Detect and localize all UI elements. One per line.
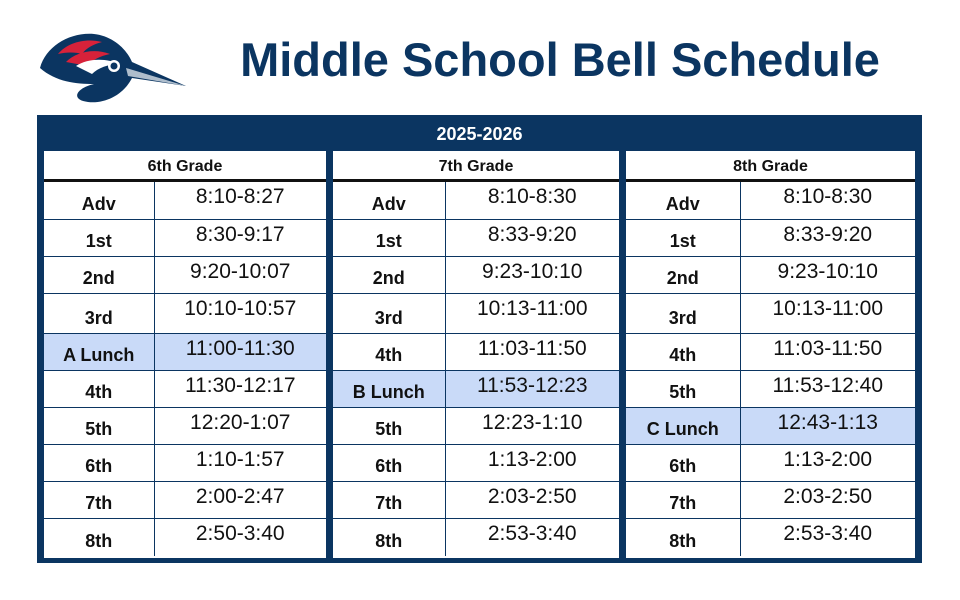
period-time: 12:20-1:07 xyxy=(154,407,326,444)
period-time: 11:00-11:30 xyxy=(154,333,326,370)
period-label: 1st xyxy=(333,219,445,256)
period-label: Adv xyxy=(626,182,740,219)
grade-6-schedule xyxy=(44,151,326,558)
period-label: A Lunch xyxy=(44,333,154,370)
table-row xyxy=(626,370,915,407)
period-time: 9:23-10:10 xyxy=(445,256,619,293)
table-row xyxy=(626,293,915,333)
table-row xyxy=(44,518,326,556)
period-label: 7th xyxy=(333,481,445,518)
lunch-row xyxy=(626,407,915,444)
period-time: 8:33-9:20 xyxy=(740,219,915,256)
table-row xyxy=(626,518,915,556)
period-time: 11:53-12:40 xyxy=(740,370,915,407)
grade-header: 8th Grade xyxy=(626,151,915,182)
period-time: 8:10-8:27 xyxy=(154,182,326,219)
period-label: 5th xyxy=(333,407,445,444)
period-time: 11:30-12:17 xyxy=(154,370,326,407)
table-row xyxy=(44,219,326,256)
period-label: 8th xyxy=(626,518,740,556)
period-time: 8:30-9:17 xyxy=(154,219,326,256)
period-label: 1st xyxy=(626,219,740,256)
grade-table xyxy=(333,182,619,556)
period-time: 2:50-3:40 xyxy=(195,521,285,545)
period-time: 2:03-2:50 xyxy=(740,481,915,518)
period-label: 7th xyxy=(626,481,740,518)
period-time: 11:03-11:50 xyxy=(445,333,619,370)
table-row xyxy=(333,182,619,219)
period-time: 9:23-10:10 xyxy=(740,256,915,293)
table-row xyxy=(626,256,915,293)
period-label: 6th xyxy=(333,444,445,481)
table-row xyxy=(44,370,326,407)
period-label: 4th xyxy=(626,333,740,370)
table-row xyxy=(333,444,619,481)
table-row xyxy=(44,256,326,293)
table-row xyxy=(44,407,326,444)
period-label: B Lunch xyxy=(333,370,445,407)
period-time: 12:43-1:13 xyxy=(740,407,915,444)
table-row xyxy=(626,182,915,219)
table-row xyxy=(333,518,619,556)
period-time: 8:10-8:30 xyxy=(740,182,915,219)
period-label: Adv xyxy=(44,182,154,219)
period-time: 11:53-12:23 xyxy=(445,370,619,407)
logo-graphic xyxy=(36,28,188,108)
period-label: 1st xyxy=(44,219,154,256)
period-time: 1:13-2:00 xyxy=(740,444,915,481)
schedule-frame xyxy=(37,115,922,563)
period-time: 1:10-1:57 xyxy=(154,444,326,481)
grade-header: 7th Grade xyxy=(333,151,619,182)
period-label: 5th xyxy=(626,370,740,407)
table-row xyxy=(333,293,619,333)
page-title: Middle School Bell Schedule xyxy=(240,33,880,86)
period-time: 12:23-1:10 xyxy=(445,407,619,444)
period-time: 2:03-2:50 xyxy=(445,481,619,518)
table-row xyxy=(333,333,619,370)
period-time: 2:53-3:40 xyxy=(783,521,873,545)
table-row xyxy=(333,407,619,444)
period-time: 8:33-9:20 xyxy=(445,219,619,256)
period-time: 1:13-2:00 xyxy=(445,444,619,481)
period-label: 3rd xyxy=(333,293,445,333)
school-year-header: 2025-2026 xyxy=(436,124,523,144)
period-label: 2nd xyxy=(626,256,740,293)
period-time: 8:10-8:30 xyxy=(445,182,619,219)
period-time: 10:13-11:00 xyxy=(445,293,619,333)
table-row xyxy=(333,256,619,293)
table-row xyxy=(333,481,619,518)
grade-7-schedule xyxy=(333,151,619,558)
grade-table xyxy=(44,182,326,556)
table-row xyxy=(44,293,326,333)
table-row xyxy=(44,481,326,518)
table-row xyxy=(626,333,915,370)
table-row xyxy=(333,219,619,256)
table-row xyxy=(626,219,915,256)
period-time: 2:00-2:47 xyxy=(154,481,326,518)
grade-table xyxy=(626,182,915,556)
period-time: 11:03-11:50 xyxy=(740,333,915,370)
period-label: 4th xyxy=(333,333,445,370)
period-time: 2:53-3:40 xyxy=(487,521,577,545)
period-time: 9:20-10:07 xyxy=(154,256,326,293)
period-time: 10:10-10:57 xyxy=(154,293,326,333)
period-label: 3rd xyxy=(626,293,740,333)
period-label: 6th xyxy=(626,444,740,481)
period-label: 2nd xyxy=(333,256,445,293)
lunch-row xyxy=(333,370,619,407)
table-row xyxy=(626,481,915,518)
period-label: Adv xyxy=(333,182,445,219)
period-label: 8th xyxy=(333,518,445,556)
lunch-row xyxy=(44,333,326,370)
period-label: 8th xyxy=(44,518,154,556)
period-label: 4th xyxy=(44,370,154,407)
period-label: 7th xyxy=(44,481,154,518)
period-label: 2nd xyxy=(44,256,154,293)
period-label: 3rd xyxy=(44,293,154,333)
period-label: 5th xyxy=(44,407,154,444)
grade-header: 6th Grade xyxy=(44,151,326,182)
grade-8-schedule xyxy=(626,151,915,558)
table-row xyxy=(44,182,326,219)
roadrunner-head-logo-icon xyxy=(36,28,188,108)
table-row xyxy=(44,444,326,481)
period-label: C Lunch xyxy=(626,407,740,444)
period-time: 10:13-11:00 xyxy=(740,293,915,333)
table-row xyxy=(626,444,915,481)
period-label: 6th xyxy=(44,444,154,481)
